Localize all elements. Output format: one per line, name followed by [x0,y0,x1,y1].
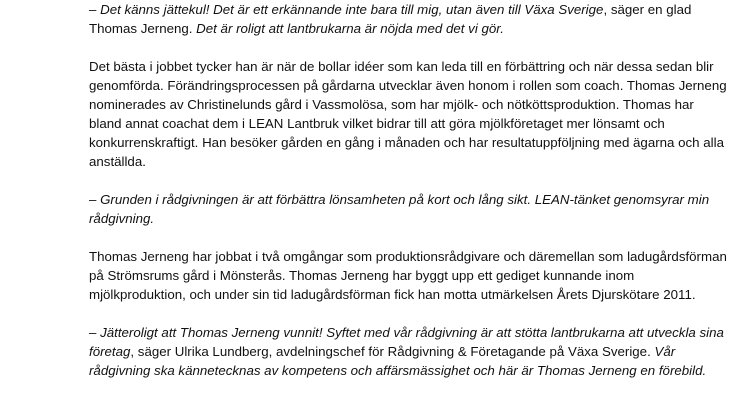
quote-paragraph-2 [89,190,729,228]
attribution-text: , säger Ulrika Lundberg, avdelningschef för Rådgivning & Företagande på Växa Sverige. [130,344,655,359]
quote-text: – Grunden i rådgivningen är att förbättra lönsamheten på kort och lång sikt. LEAN-tänket genomsyrar min rådgivning. [89,192,710,226]
quote-paragraph-1 [89,0,729,38]
attribution-text: , säger en glad Thomas Jerneng. [89,2,692,36]
body-paragraph-2: Thomas Jerneng har jobbat i två omgångar som produktionsrådgivare och däremellan som ladugårdsförman på Strömsrums gård i Mönsterås. Thomas Jerneng har byggt upp ett gediget kunnande inom mjölkproduktion, och under sin tid ladugårdsförman fick han motta utmärkelsen Årets Djurskötare 2011. [89,249,727,302]
quote-text: Det är roligt att lantbrukarna är nöjda med det vi gör. [196,21,504,36]
quote-text: – Jätteroligt att Thomas Jerneng vunnit! Syftet med vår rådgivning är att stötta lantbrukarna att utveckla sina företag [89,325,724,359]
body-paragraph-1: Det bästa i jobbet tycker han är när de bollar idéer som kan leda till en förbättring och när dessa sedan blir genomförda. Förändringsprocessen på gårdarna utvecklar även honom i rollen som coach. Thomas Jerneng nominerades av Christinelunds gård i Vassmolösa, som har mjölk- och nötköttsproduktion. Thomas har bland annat coachat dem i LEAN Lantbruk vilket bidrar till att göra mjölkföretaget mer lönsamt och konkurrenskraftigt. Han besöker gården en gång i månaden och har resultatuppföljning med ägarna och alla anställda. [89,59,727,169]
quote-paragraph-3 [89,323,729,380]
article-body [89,0,729,380]
quote-text: – Det känns jättekul! Det är ett erkännande inte bara till mig, utan även till Växa Sverige [89,2,604,17]
quote-text: Vår rådgivning ska kännetecknas av kompetens och affärsmässighet och här är Thomas Jerneng en förebild. [89,344,707,378]
